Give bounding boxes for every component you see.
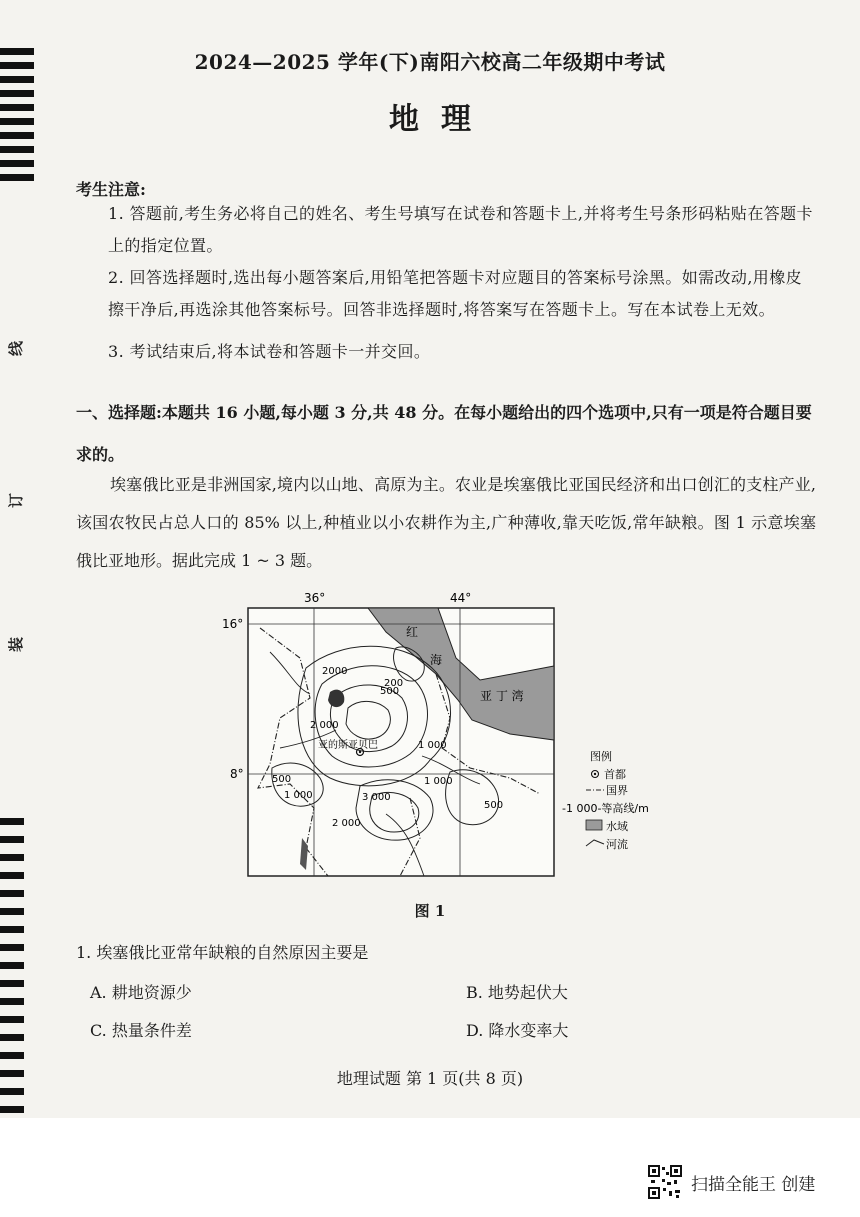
lon-label: 44° <box>450 591 472 605</box>
lake-tana <box>328 690 344 707</box>
binding-label: 订 <box>7 492 26 509</box>
legend-title: 图例 <box>590 750 612 763</box>
legend-capital: 首都 <box>604 768 626 781</box>
legend-river-symbol <box>586 840 604 846</box>
binding-stripe <box>0 174 34 181</box>
binding-stripe <box>0 1052 24 1059</box>
scanner-text: 扫描全能王 创建 <box>691 1174 816 1195</box>
binding-stripe <box>0 836 24 843</box>
sea-label: 海 <box>430 653 443 667</box>
binding-label: 线 <box>7 340 26 357</box>
qr-code-icon <box>647 1164 683 1200</box>
lat-label: 16° <box>222 617 244 631</box>
option-a: A. 耕地资源少 <box>90 983 192 1002</box>
sea-label: 亚 丁 湾 <box>480 689 524 703</box>
contour-label: 3 000 <box>362 792 391 803</box>
contour-label: 1 000 <box>424 776 453 787</box>
binding-stripe <box>0 872 24 879</box>
legend-contour: -1 000-等高线/m <box>562 802 649 815</box>
legend-river: 河流 <box>606 838 628 851</box>
legend-water-symbol <box>586 820 602 830</box>
binding-stripe <box>0 980 24 987</box>
binding-stripe <box>0 818 24 825</box>
lat-label: 8° <box>230 767 244 781</box>
contour-label: 1 000 <box>418 740 447 751</box>
option-d: D. 降水变率大 <box>466 1021 569 1040</box>
ethiopia-terrain-map <box>210 588 680 888</box>
option-c: C. 热量条件差 <box>90 1021 192 1040</box>
binding-stripe <box>0 1106 24 1113</box>
binding-strip <box>0 40 40 1120</box>
binding-stripe <box>0 944 24 951</box>
section-heading: 一、选择题:本题共 16 小题,每小题 3 分,共 48 分。在每小题给出的四个选项中,只有一项是符合题目要求的。 <box>76 403 812 464</box>
subject-title: 地理 <box>389 102 493 137</box>
page-footer: 地理试题 第 1 页(共 8 页) <box>336 1069 524 1088</box>
exam-title: 2024—2025 学年(下)南阳六校高二年级期中考试 <box>194 50 666 74</box>
binding-stripe <box>0 962 24 969</box>
binding-stripe <box>0 160 34 167</box>
contour-label: 200 <box>384 678 404 689</box>
binding-stripe <box>0 1016 24 1023</box>
contour-label: 500 <box>380 686 400 697</box>
notice-item: 2. 回答选择题时,选出每小题答案后,用铅笔把答题卡对应题目的答案标号涂黑。如需改动,用橡皮擦干净后,再选涂其他答案标号。回答非选择题时,将答案写在答题卡上。写在本试卷上无效。 <box>108 268 803 319</box>
binding-stripe <box>0 890 24 897</box>
figure-caption: 图 1 <box>414 902 446 920</box>
sea-label: 红 <box>406 625 419 639</box>
notice-heading: 考生注意: <box>76 180 146 199</box>
binding-stripe <box>0 1088 24 1095</box>
notice-item: 3. 考试结束后,将本试卷和答题卡一并交回。 <box>108 342 431 361</box>
binding-stripe <box>0 76 34 83</box>
binding-stripe <box>0 926 24 933</box>
map-svg <box>210 588 680 888</box>
binding-stripe <box>0 1034 24 1041</box>
question-1-stem: 1. 埃塞俄比亚常年缺粮的自然原因主要是 <box>76 943 369 962</box>
map-frame <box>248 608 554 876</box>
lon-label: 36° <box>304 591 326 605</box>
binding-stripe <box>0 998 24 1005</box>
option-b: B. 地势起伏大 <box>466 983 568 1002</box>
legend-capital-symbol-dot <box>594 773 596 775</box>
contour-label: 500 <box>484 800 504 811</box>
legend-border: 国界 <box>606 784 628 797</box>
capital-marker-dot <box>359 751 361 753</box>
contour-label: 500 <box>272 774 292 785</box>
binding-stripe <box>0 146 34 153</box>
notice-item: 1. 答题前,考生务必将自己的姓名、考生号填写在试卷和答题卡上,并将考生号条形码粘贴在答题卡上的指定位置。 <box>108 204 813 255</box>
capital-label: 亚的斯亚贝巴 <box>318 740 378 751</box>
legend-water: 水域 <box>606 820 628 833</box>
contour-label: 2 000 <box>310 720 339 731</box>
contour-label: 1 000 <box>284 790 313 801</box>
scanner-watermark <box>647 1164 815 1200</box>
binding-label: 装 <box>7 636 26 653</box>
question-intro: 埃塞俄比亚是非洲国家,境内以山地、高原为主。农业是埃塞俄比亚国民经济和出口创汇的支柱产业,该国农牧民占总人口的 85% 以上,种植业以小农耕作为主,广种薄收,靠天吃饭,常年缺粮。图 1 示意埃塞俄比亚地形。据此完成 1 ~ 3 题。 <box>76 475 816 570</box>
binding-stripe <box>0 854 24 861</box>
contour-label: 2000 <box>322 666 348 677</box>
contour-label: 2 000 <box>332 818 361 829</box>
